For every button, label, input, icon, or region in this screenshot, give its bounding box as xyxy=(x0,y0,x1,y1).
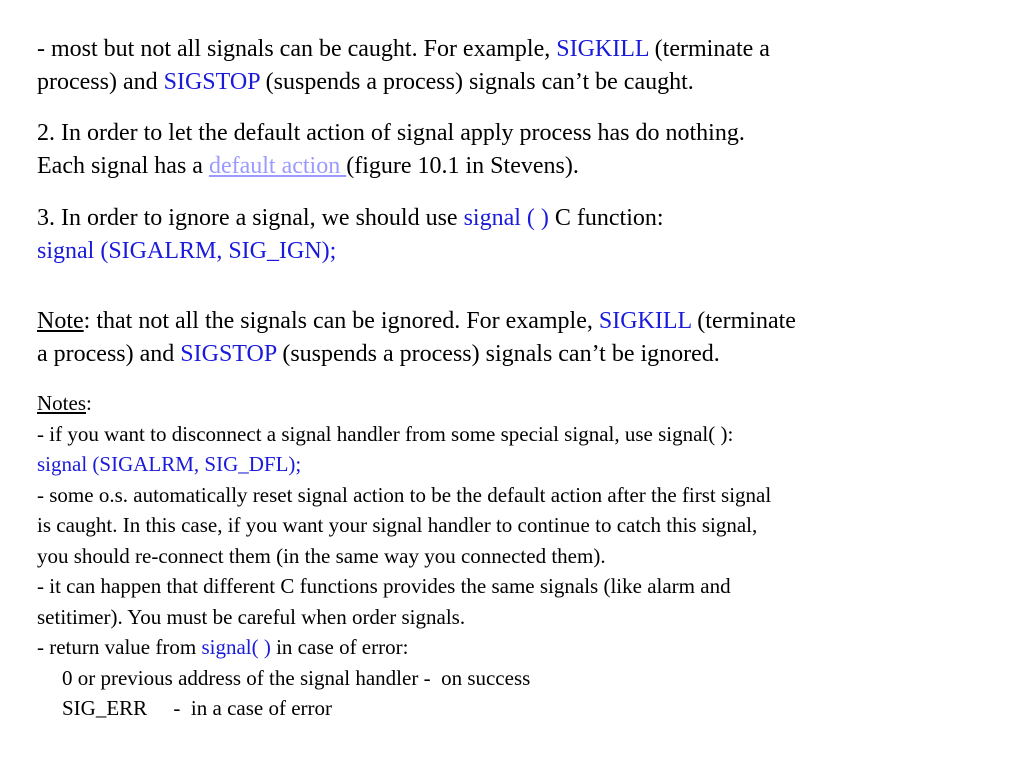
notes-line: - some o.s. automatically reset signal action to be the default action after the first signal xyxy=(37,482,772,507)
text: : xyxy=(86,391,92,415)
return-value-success: 0 or previous address of the signal handler - on success xyxy=(62,665,531,690)
code-sig-dfl: signal (SIGALRM, SIG_DFL); xyxy=(37,452,302,476)
text: : that not all the signals can be ignored. For example, xyxy=(83,308,599,334)
notes-section xyxy=(37,388,771,724)
note-label: Note xyxy=(37,308,84,334)
text: - most but not all signals can be caught. For example, xyxy=(37,36,557,62)
notes-line: is caught. In this case, if you want your signal handler to continue to catch this signal, xyxy=(37,513,758,537)
return-value-error: SIG_ERR - in a case of error xyxy=(62,696,333,720)
keyword-sigkill: SIGKILL xyxy=(556,36,649,62)
default-action-link[interactable]: default action xyxy=(208,153,347,179)
text: (terminate xyxy=(691,308,796,334)
paragraph-catching xyxy=(37,33,770,99)
notes-heading xyxy=(37,388,771,419)
notes-line: you should re-connect them (in the same way you connected them). xyxy=(37,543,606,568)
function-signal: signal( ) xyxy=(201,635,271,659)
notes-line: setitimer). You must be careful when order signals. xyxy=(37,604,466,629)
notes-line xyxy=(37,632,771,663)
text: - return value from xyxy=(37,635,202,659)
text: (figure 10.1 in Stevens). xyxy=(346,153,579,179)
text: in case of error: xyxy=(270,635,409,659)
keyword-sigstop: SIGSTOP xyxy=(180,341,277,367)
notes-line: - it can happen that different C functions provides the same signals (like alarm and xyxy=(37,574,731,598)
notes-line: - if you want to disconnect a signal handler from some special signal, use signal( ): xyxy=(37,421,734,446)
text: C function: xyxy=(548,205,664,231)
text: process) and xyxy=(37,69,164,95)
paragraph-default-action xyxy=(37,117,745,183)
text: a process) and xyxy=(37,341,181,367)
notes-label: Notes xyxy=(37,391,86,415)
text: 3. In order to ignore a signal, we should use xyxy=(37,205,464,231)
keyword-sigkill: SIGKILL xyxy=(598,308,692,334)
code-sig-ign: signal (SIGALRM, SIG_IGN); xyxy=(37,238,337,264)
text: Each signal has a xyxy=(37,153,209,179)
function-signal: signal ( ) xyxy=(463,205,549,231)
text: (terminate a xyxy=(648,36,770,62)
paragraph-ignore xyxy=(37,202,664,268)
paragraph-note xyxy=(37,305,796,371)
text: 2. In order to let the default action of signal apply process has do nothing. xyxy=(37,120,745,146)
text: (suspends a process) signals can’t be caught. xyxy=(259,69,694,95)
text: (suspends a process) signals can’t be ignored. xyxy=(276,341,720,367)
keyword-sigstop: SIGSTOP xyxy=(163,69,260,95)
